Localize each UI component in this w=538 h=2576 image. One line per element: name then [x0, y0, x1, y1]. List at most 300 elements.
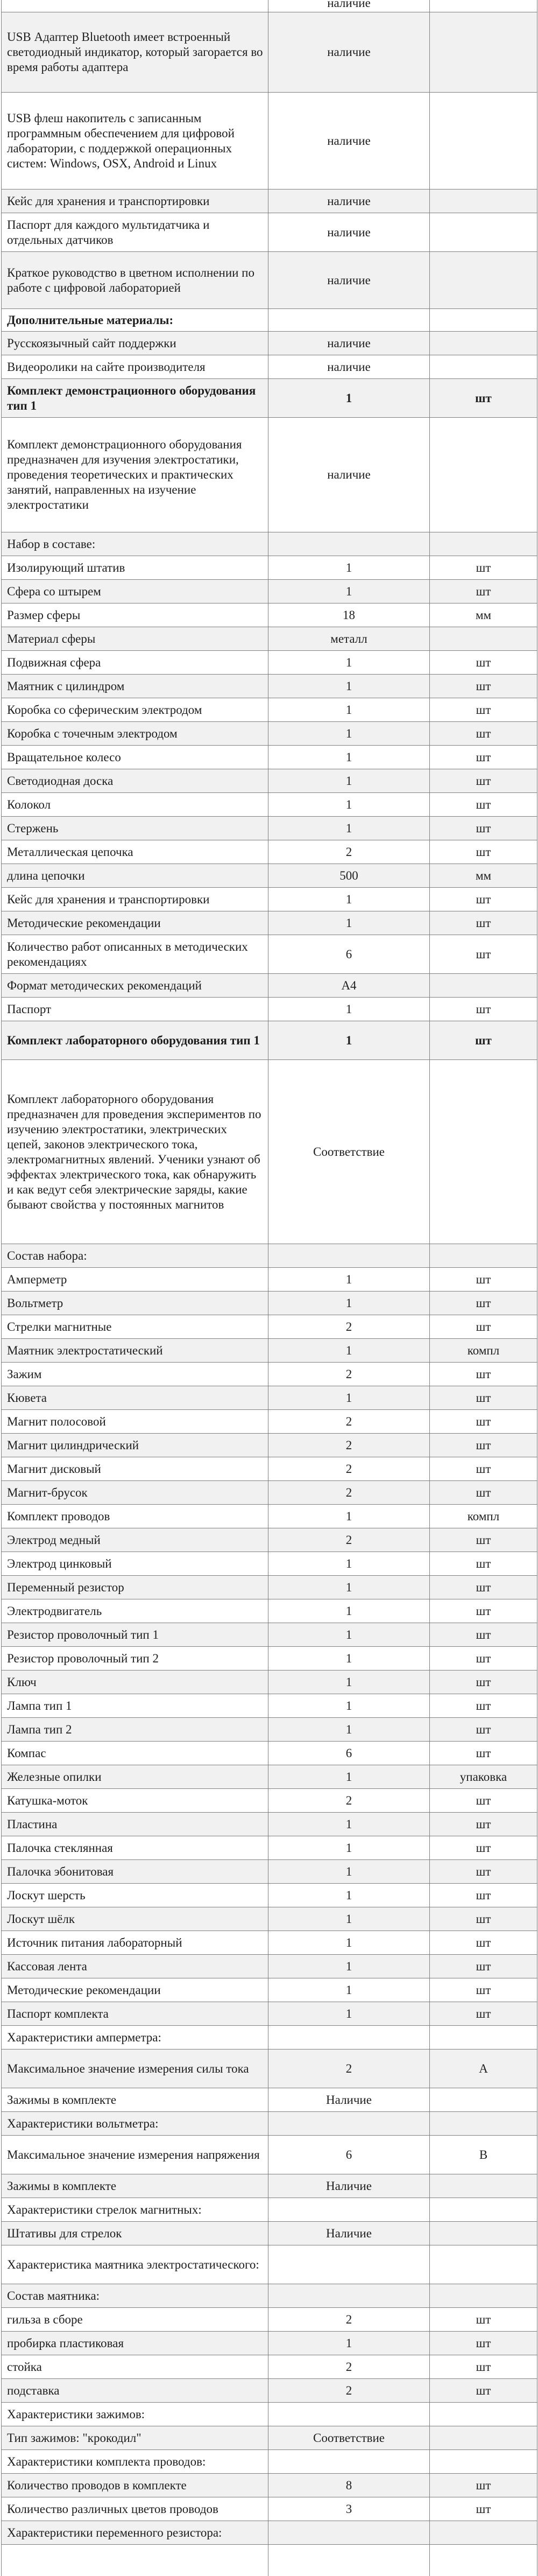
row-value-cell: 2 [268, 1789, 430, 1813]
table-row [2, 2049, 537, 2088]
row-unit-cell: шт [430, 1860, 537, 1884]
table-row [2, 603, 537, 627]
row-name-cell: Изолирующий штатив [2, 556, 268, 580]
table-row [2, 1836, 537, 1860]
row-unit-cell [430, 2403, 537, 2426]
row-value-cell: 1 [268, 698, 430, 722]
table-row [2, 580, 537, 603]
table-row [2, 888, 537, 911]
row-value-cell: Наличие [268, 2222, 430, 2245]
row-name-cell: USB флеш накопитель с записанным программным обеспечением для цифровой лаборатории, с поддержкой операционных систем: Windows, OSX, Android и Linux [2, 93, 268, 189]
row-unit-cell: мм [430, 864, 537, 888]
row-value-cell: металл [268, 627, 430, 651]
table-row [2, 2545, 537, 2576]
table-row [2, 1481, 537, 1505]
row-unit-cell: шт [430, 793, 537, 817]
row-unit-cell [430, 2426, 537, 2450]
row-value-cell: 1 [268, 1647, 430, 1670]
row-value-cell: 1 [268, 1021, 430, 1060]
table-row [2, 1765, 537, 1789]
table-row [2, 627, 537, 651]
row-unit-cell: В [430, 2136, 537, 2174]
row-unit-cell: шт [430, 817, 537, 840]
row-unit-cell: шт [430, 998, 537, 1021]
row-value-cell: 1 [268, 1718, 430, 1742]
table-row [2, 1931, 537, 1955]
table-row [2, 189, 537, 213]
row-value-cell [268, 2245, 430, 2284]
row-value-cell: 2 [268, 2308, 430, 2332]
row-value-cell [268, 1244, 430, 1268]
row-value-cell: 1 [268, 580, 430, 603]
table-row [2, 2521, 537, 2545]
row-name-cell: Характеристика маятника электростатического: [2, 2245, 268, 2284]
row-name-cell: Комплект лабораторного оборудования предназначен для проведения экспериментов по изучению электростатики, электрических цепей, законов электрического тока, электромагнитных явлений. Ученики узнают об эффектах электрического тока, как обнаружить и как ведут себя электрические заряды, какие бывают свойства у постоянных магнитов [2, 1060, 268, 1244]
row-value-cell: 1 [268, 556, 430, 580]
row-name-cell: Вращательное колесо [2, 746, 268, 769]
table-row [2, 309, 537, 332]
row-value-cell: 1 [268, 911, 430, 935]
row-value-cell: наличие [268, 12, 430, 93]
row-unit-cell: шт [430, 1576, 537, 1599]
row-value-cell: 2 [268, 2355, 430, 2379]
row-name-cell: Материал сферы [2, 627, 268, 651]
row-name-cell: Характеристики амперметра: [2, 2026, 268, 2049]
table-row [2, 1860, 537, 1884]
row-value-cell [268, 309, 430, 332]
table-row [2, 769, 537, 793]
table-row [2, 1244, 537, 1268]
table-row [2, 2222, 537, 2245]
row-value-cell: 1 [268, 1955, 430, 1978]
row-name-cell: Русскоязычный сайт поддержки [2, 332, 268, 355]
table-row [2, 1410, 537, 1434]
row-name-cell: Сфера со штырем [2, 580, 268, 603]
row-value-cell: 1 [268, 1884, 430, 1907]
row-unit-cell [430, 93, 537, 189]
row-value-cell: наличие [268, 332, 430, 355]
table-row [2, 864, 537, 888]
row-name-cell: Комплект демонстрационного оборудования предназначен для изучения электростатики, проведения теоретических и практических занятий, направленных на изучение электростатики [2, 418, 268, 532]
row-value-cell: 2 [268, 1434, 430, 1457]
row-unit-cell: шт [430, 1599, 537, 1623]
row-value-cell: 18 [268, 603, 430, 627]
table-row [2, 2497, 537, 2521]
row-name-cell: Размер сферы [2, 603, 268, 627]
row-value-cell: 2 [268, 1410, 430, 1434]
table-row [2, 355, 537, 379]
row-name-cell: Дополнительные материалы: [2, 309, 268, 332]
row-value-cell: 1 [268, 1339, 430, 1363]
row-name-cell: Компас [2, 1742, 268, 1765]
row-value-cell: 1 [268, 1386, 430, 1410]
row-name-cell: Светодиодная доска [2, 769, 268, 793]
table-row [2, 1694, 537, 1718]
row-unit-cell: шт [430, 1836, 537, 1860]
row-unit-cell [430, 2222, 537, 2245]
row-unit-cell: шт [430, 2002, 537, 2026]
row-value-cell: Соответствие [268, 1060, 430, 1244]
table-row [2, 651, 537, 675]
table-row [2, 12, 537, 93]
row-name-cell: Видеоролики на сайте производителя [2, 355, 268, 379]
table-row [2, 675, 537, 698]
row-unit-cell [430, 2450, 537, 2474]
table-row [2, 0, 537, 12]
row-value-cell: 1 [268, 1836, 430, 1860]
row-value-cell: наличие [268, 0, 430, 12]
table-row [2, 746, 537, 769]
row-value-cell: 2 [268, 1481, 430, 1505]
table-row [2, 2332, 537, 2355]
row-value-cell: 1 [268, 1599, 430, 1623]
row-name-cell: Паспорт для каждого мультидатчика и отдельных датчиков [2, 213, 268, 252]
row-unit-cell: шт [430, 1481, 537, 1505]
row-name-cell: Кейс для хранения и транспортировки [2, 189, 268, 213]
row-name-cell: Характеристики зажимов: [2, 2403, 268, 2426]
table-row [2, 1813, 537, 1836]
row-name-cell: стойка [2, 2355, 268, 2379]
row-value-cell: 1 [268, 1931, 430, 1955]
row-unit-cell [430, 2026, 537, 2049]
table-row [2, 1528, 537, 1552]
row-name-cell: Лампа тип 2 [2, 1718, 268, 1742]
table-row [2, 1552, 537, 1576]
row-unit-cell: шт [430, 1931, 537, 1955]
row-unit-cell: А [430, 2049, 537, 2088]
table-row [2, 2284, 537, 2308]
row-unit-cell [430, 0, 537, 12]
row-unit-cell: шт [430, 1884, 537, 1907]
row-name-cell: Максимальное значение измерения силы тока [2, 2049, 268, 2088]
row-unit-cell: шт [430, 1955, 537, 1978]
row-name-cell: Палочка эбонитовая [2, 1860, 268, 1884]
row-name-cell: Паспорт [2, 998, 268, 1021]
row-name-cell: гильза в сборе [2, 2308, 268, 2332]
row-value-cell: 500 [268, 864, 430, 888]
table-row [2, 2002, 537, 2026]
row-unit-cell: шт [430, 1813, 537, 1836]
row-unit-cell: шт [430, 1291, 537, 1315]
table-row [2, 1978, 537, 2002]
table-row [2, 252, 537, 309]
row-value-cell: наличие [268, 213, 430, 252]
row-name-cell: Стрелки магнитные [2, 1315, 268, 1339]
table-row [2, 722, 537, 746]
table-row [2, 1647, 537, 1670]
row-value-cell [268, 532, 430, 556]
table-row [2, 1955, 537, 1978]
row-unit-cell [430, 2284, 537, 2308]
row-name-cell: Резистор проволочный тип 2 [2, 1647, 268, 1670]
table-row [2, 379, 537, 418]
row-value-cell: 2 [268, 1315, 430, 1339]
table-row [2, 1742, 537, 1765]
row-value-cell [268, 2284, 430, 2308]
table-row [2, 93, 537, 189]
row-unit-cell: компл [430, 1339, 537, 1363]
row-value-cell: 1 [268, 722, 430, 746]
row-value-cell [268, 2545, 430, 2576]
table-row [2, 998, 537, 1021]
row-value-cell: 1 [268, 769, 430, 793]
row-name-cell: Кейс для хранения и транспортировки [2, 888, 268, 911]
table-row [2, 911, 537, 935]
row-unit-cell: шт [430, 1021, 537, 1060]
row-name-cell: Краткое руководство в цветном исполнении по работе с цифровой лабораторией [2, 252, 268, 309]
row-value-cell: 1 [268, 793, 430, 817]
table-row [2, 1434, 537, 1457]
row-name-cell [2, 0, 268, 12]
table-row [2, 418, 537, 532]
row-unit-cell [430, 627, 537, 651]
table-row [2, 1576, 537, 1599]
row-unit-cell: шт [430, 2332, 537, 2355]
row-unit-cell [430, 12, 537, 93]
row-unit-cell: шт [430, 651, 537, 675]
row-name-cell: Коробка с точечным электродом [2, 722, 268, 746]
row-value-cell: наличие [268, 355, 430, 379]
row-name-cell: Коробка со сферическим электродом [2, 698, 268, 722]
row-name-cell: Электрод медный [2, 1528, 268, 1552]
row-unit-cell: шт [430, 379, 537, 418]
row-unit-cell: шт [430, 675, 537, 698]
table-row [2, 1021, 537, 1060]
table-row [2, 1670, 537, 1694]
table-row [2, 1291, 537, 1315]
row-unit-cell: шт [430, 1623, 537, 1647]
row-unit-cell [430, 1244, 537, 1268]
row-unit-cell: шт [430, 2308, 537, 2332]
row-value-cell: 1 [268, 1505, 430, 1528]
row-unit-cell: шт [430, 911, 537, 935]
row-value-cell: Соответствие [268, 2426, 430, 2450]
row-value-cell: 1 [268, 379, 430, 418]
row-unit-cell: шт [430, 769, 537, 793]
row-value-cell: 1 [268, 1978, 430, 2002]
row-value-cell: наличие [268, 252, 430, 309]
row-name-cell: Формат методических рекомендаций [2, 974, 268, 998]
row-value-cell: 1 [268, 1765, 430, 1789]
row-name-cell: Магнит полосовой [2, 1410, 268, 1434]
row-unit-cell [430, 418, 537, 532]
table-row [2, 332, 537, 355]
row-name-cell: Электродвигатель [2, 1599, 268, 1623]
row-unit-cell [430, 2198, 537, 2222]
row-value-cell: 1 [268, 651, 430, 675]
table-row [2, 1315, 537, 1339]
row-value-cell: 2 [268, 2049, 430, 2088]
row-unit-cell [430, 974, 537, 998]
table-row [2, 2088, 537, 2112]
table-row [2, 2308, 537, 2332]
row-value-cell: 1 [268, 817, 430, 840]
table-row [2, 1718, 537, 1742]
row-unit-cell [430, 252, 537, 309]
row-name-cell: Зажимы в комплекте [2, 2174, 268, 2198]
row-unit-cell [430, 309, 537, 332]
row-name-cell: Паспорт комплекта [2, 2002, 268, 2026]
row-name-cell [2, 2545, 268, 2576]
row-unit-cell [430, 2245, 537, 2284]
row-unit-cell [430, 532, 537, 556]
row-unit-cell: шт [430, 1386, 537, 1410]
row-value-cell: 1 [268, 1813, 430, 1836]
row-name-cell: Источник питания лабораторный [2, 1931, 268, 1955]
row-unit-cell: шт [430, 698, 537, 722]
table-row [2, 1386, 537, 1410]
row-name-cell: Пластина [2, 1813, 268, 1836]
table-row [2, 793, 537, 817]
row-name-cell: Магнит дисковый [2, 1457, 268, 1481]
row-name-cell: Палочка стеклянная [2, 1836, 268, 1860]
row-unit-cell: шт [430, 1363, 537, 1386]
row-unit-cell: шт [430, 746, 537, 769]
table-row [2, 1363, 537, 1386]
row-value-cell: 1 [268, 1268, 430, 1291]
row-value-cell: 1 [268, 1291, 430, 1315]
row-value-cell: 1 [268, 1907, 430, 1931]
row-unit-cell: шт [430, 1978, 537, 2002]
row-value-cell [268, 2198, 430, 2222]
row-name-cell: Методические рекомендации [2, 1978, 268, 2002]
row-unit-cell: шт [430, 2379, 537, 2403]
row-value-cell: 1 [268, 746, 430, 769]
table-row [2, 935, 537, 974]
row-unit-cell: шт [430, 1694, 537, 1718]
row-unit-cell [430, 2088, 537, 2112]
table-row [2, 2403, 537, 2426]
specification-table [1, 0, 537, 2576]
row-unit-cell: шт [430, 1410, 537, 1434]
row-name-cell: Характеристики переменного резистора: [2, 2521, 268, 2545]
row-unit-cell: мм [430, 603, 537, 627]
row-name-cell: Зажимы в комплекте [2, 2088, 268, 2112]
row-name-cell: Подвижная сфера [2, 651, 268, 675]
row-unit-cell: шт [430, 935, 537, 974]
row-name-cell: Количество проводов в комплекте [2, 2474, 268, 2497]
row-name-cell: Набор в составе: [2, 532, 268, 556]
row-unit-cell: шт [430, 1789, 537, 1813]
row-value-cell [268, 2026, 430, 2049]
table-row [2, 1505, 537, 1528]
row-value-cell: 1 [268, 2002, 430, 2026]
table-row [2, 698, 537, 722]
row-unit-cell: шт [430, 2355, 537, 2379]
row-value-cell: 2 [268, 1457, 430, 1481]
row-value-cell: 2 [268, 1528, 430, 1552]
table-row [2, 1060, 537, 1244]
row-unit-cell: шт [430, 840, 537, 864]
row-unit-cell [430, 1060, 537, 1244]
row-name-cell: Методические рекомендации [2, 911, 268, 935]
row-name-cell: Резистор проволочный тип 1 [2, 1623, 268, 1647]
row-name-cell: Переменный резистор [2, 1576, 268, 1599]
table-row [2, 1884, 537, 1907]
row-name-cell: Магнит цилиндрический [2, 1434, 268, 1457]
table-row [2, 1457, 537, 1481]
row-unit-cell [430, 2174, 537, 2198]
row-name-cell: Железные опилки [2, 1765, 268, 1789]
row-value-cell: 1 [268, 888, 430, 911]
row-unit-cell: шт [430, 1670, 537, 1694]
row-name-cell: USB Адаптер Bluetooth имеет встроенный светодиодный индикатор, который загорается во время работы адаптера [2, 12, 268, 93]
row-unit-cell: шт [430, 2474, 537, 2497]
row-value-cell: 8 [268, 2474, 430, 2497]
row-name-cell: Характеристики комплекта проводов: [2, 2450, 268, 2474]
row-unit-cell [430, 213, 537, 252]
row-unit-cell: шт [430, 2497, 537, 2521]
row-value-cell: 1 [268, 1670, 430, 1694]
row-unit-cell: упаковка [430, 1765, 537, 1789]
row-unit-cell [430, 2545, 537, 2576]
table-row [2, 2355, 537, 2379]
row-unit-cell: шт [430, 1434, 537, 1457]
row-name-cell: Тип зажимов: "крокодил" [2, 2426, 268, 2450]
row-name-cell: пробирка пластиковая [2, 2332, 268, 2355]
row-unit-cell: шт [430, 1457, 537, 1481]
row-value-cell: 1 [268, 1552, 430, 1576]
table-row [2, 2379, 537, 2403]
table-row [2, 974, 537, 998]
row-name-cell: Зажим [2, 1363, 268, 1386]
row-name-cell: Характеристики стрелок магнитных: [2, 2198, 268, 2222]
table-row [2, 213, 537, 252]
row-unit-cell: шт [430, 1718, 537, 1742]
row-value-cell: 1 [268, 1576, 430, 1599]
row-value-cell: 1 [268, 1860, 430, 1884]
row-unit-cell: шт [430, 580, 537, 603]
row-value-cell [268, 2403, 430, 2426]
row-name-cell: Комплект проводов [2, 1505, 268, 1528]
row-unit-cell: шт [430, 722, 537, 746]
row-name-cell: Стержень [2, 817, 268, 840]
table-row [2, 2474, 537, 2497]
table-row [2, 2426, 537, 2450]
row-value-cell: Наличие [268, 2174, 430, 2198]
row-value-cell: наличие [268, 93, 430, 189]
row-unit-cell: шт [430, 1742, 537, 1765]
table-row [2, 2450, 537, 2474]
row-unit-cell: шт [430, 556, 537, 580]
row-name-cell: Количество работ описанных в методических рекомендациях [2, 935, 268, 974]
row-name-cell: Вольтметр [2, 1291, 268, 1315]
row-value-cell: 6 [268, 1742, 430, 1765]
row-value-cell: 1 [268, 2332, 430, 2355]
row-name-cell: Колокол [2, 793, 268, 817]
table-row [2, 2136, 537, 2174]
row-name-cell: Лоскут шерсть [2, 1884, 268, 1907]
table-row [2, 1623, 537, 1647]
row-unit-cell [430, 2112, 537, 2136]
row-name-cell: Магнит-брусок [2, 1481, 268, 1505]
table-row [2, 2026, 537, 2049]
row-value-cell [268, 2112, 430, 2136]
row-name-cell: Состав маятника: [2, 2284, 268, 2308]
table-row [2, 840, 537, 864]
row-name-cell: Состав набора: [2, 1244, 268, 1268]
row-name-cell: Штативы для стрелок [2, 2222, 268, 2245]
row-unit-cell: шт [430, 888, 537, 911]
row-value-cell: наличие [268, 189, 430, 213]
row-name-cell: Катушка-моток [2, 1789, 268, 1813]
row-value-cell: 1 [268, 675, 430, 698]
row-value-cell: А4 [268, 974, 430, 998]
table-row [2, 556, 537, 580]
row-name-cell: Металлическая цепочка [2, 840, 268, 864]
row-value-cell: 1 [268, 1694, 430, 1718]
table-row [2, 532, 537, 556]
